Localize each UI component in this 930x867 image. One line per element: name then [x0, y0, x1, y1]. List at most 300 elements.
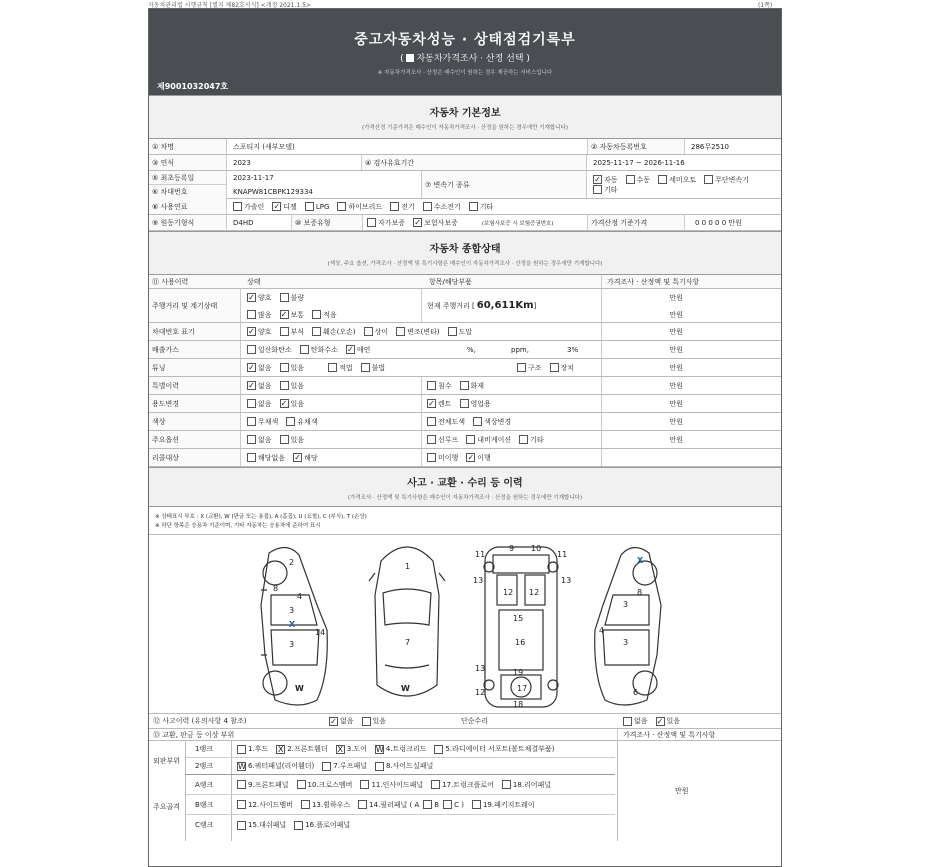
inspection-validity-label: ④ 검사유효기간 [361, 155, 587, 170]
color-achromatic[interactable] [243, 417, 278, 427]
fuel-electric-checkbox[interactable] [390, 202, 399, 211]
accident-yes-checkbox[interactable] [362, 717, 371, 726]
tuning-none[interactable] [243, 363, 272, 373]
option-yes-checkbox[interactable] [280, 435, 289, 444]
warranty-insurer[interactable] [409, 218, 458, 228]
option-yes[interactable] [276, 435, 305, 445]
mileage-opts-2 [243, 306, 341, 323]
tuning-none-label: 없음 [258, 363, 272, 372]
part-cross-member-checkbox[interactable] [297, 780, 306, 789]
emission-co-label: 일산화탄소 [258, 345, 292, 354]
accident-none-checkbox[interactable]: ✓ [330, 716, 337, 726]
part-num-12-a: 12 [503, 588, 514, 597]
part-roof-panel-checkbox[interactable] [322, 762, 331, 771]
vin-altered-checkbox[interactable] [396, 327, 405, 336]
base-price-label: 가격산정 기준가격 [587, 215, 685, 230]
car-name-label: ① 차명 [149, 139, 227, 154]
pillar-c-label: C ) [454, 800, 464, 809]
part-package-tray-label: 19.패키지트레이 [482, 800, 535, 809]
document-number: 제9001032047호 [157, 82, 229, 91]
special-flood-label: 침수 [438, 381, 452, 390]
tuning-illegal[interactable] [357, 363, 386, 373]
recall-row [149, 449, 781, 467]
rankA-items [233, 775, 555, 794]
vin-mismatch[interactable] [360, 327, 389, 337]
option-etc[interactable] [515, 435, 544, 445]
option-navigation-checkbox[interactable] [466, 435, 475, 444]
part-trunk-lid-label: 4.트렁크리드 [385, 745, 427, 753]
usage-rent-checkbox[interactable]: ✓ [428, 399, 435, 408]
recall-done-label: 이행 [477, 453, 491, 462]
tuning-structure[interactable] [513, 363, 542, 373]
vin-corrosion[interactable] [276, 327, 305, 337]
emission-hc-checkbox[interactable] [300, 345, 309, 354]
tuning-legal-checkbox[interactable] [328, 363, 337, 372]
color-change[interactable] [469, 417, 511, 427]
special-fire-label: 화재 [470, 381, 485, 390]
special-won: 만원 [669, 381, 683, 390]
fuel-gasoline-label: 가솔린 [244, 202, 265, 211]
rankB-items [233, 795, 539, 814]
part-roof-panel[interactable] [318, 761, 367, 771]
special-row [149, 377, 781, 395]
col-usage: ⑪ 사용이력 [152, 277, 189, 286]
vin-damaged-checkbox[interactable] [312, 327, 321, 336]
car-frame-view [484, 547, 558, 707]
special-none-checkbox[interactable]: ✓ [248, 381, 255, 390]
trans-manual-checkbox[interactable] [626, 175, 635, 184]
usage-business[interactable] [456, 399, 491, 409]
vin-mismatch-checkbox[interactable] [364, 327, 373, 336]
mileage-won-1: 만원 [669, 293, 683, 302]
accident-none[interactable] [325, 716, 354, 726]
fuel-diesel-checkbox[interactable]: ✓ [273, 202, 281, 211]
special-yes-label: 있음 [290, 381, 305, 390]
emission-unit-percent: %, [467, 345, 476, 354]
color-full-paint[interactable] [423, 417, 465, 427]
part-front-panel-label: 9.프론트패널 [248, 780, 289, 789]
part-hood-label: 1.후드 [248, 745, 269, 753]
emission-unit-smoke: 3% [567, 345, 579, 354]
tuning-options [243, 359, 389, 376]
part-front-fender-label: 2.프론트휀더 [287, 745, 328, 753]
warranty-self[interactable] [363, 218, 405, 228]
simple-yes-checkbox[interactable]: ✓ [656, 716, 664, 726]
part-trunk-floor[interactable] [427, 780, 494, 790]
part-rear-panel-checkbox[interactable] [502, 780, 511, 789]
part-dash-panel[interactable] [233, 820, 286, 830]
trans-etc[interactable] [589, 185, 618, 195]
mileage-bad-checkbox[interactable] [280, 293, 289, 302]
part-num-3-left-a: 3 [289, 606, 295, 615]
emission-row [149, 341, 781, 359]
part-package-tray-checkbox[interactable] [472, 800, 481, 809]
part-inside-panel[interactable] [356, 780, 423, 790]
color-won: 만원 [669, 417, 683, 426]
part-side-member-checkbox[interactable] [237, 800, 246, 809]
tuning-options-2 [513, 359, 578, 376]
special-yes-checkbox[interactable] [280, 381, 289, 390]
rankA-row [185, 775, 615, 795]
usage-none-checkbox[interactable] [247, 399, 256, 408]
vin-mark-row [149, 323, 781, 341]
engine-row [149, 215, 781, 231]
usage-business-checkbox[interactable] [460, 399, 469, 408]
emission-smoke-label: 매연 [356, 345, 371, 354]
part-package-tray[interactable] [468, 800, 535, 810]
trans-auto[interactable] [589, 175, 618, 185]
option-options [243, 431, 308, 448]
accident-history-label: ⑫ 사고이력 (유의사항 4 참조) [153, 717, 247, 725]
recall-label: 리콜대상 [149, 449, 241, 466]
color-change-checkbox[interactable] [473, 417, 482, 426]
mileage-normal-label: 보통 [290, 310, 305, 319]
part-door[interactable] [332, 744, 367, 754]
rank2-items [233, 758, 437, 774]
recall-yes-checkbox[interactable]: ✓ [294, 453, 301, 462]
engine-label: ⑨ 원동기형식 [149, 215, 227, 230]
mark-x-right: X [637, 556, 644, 565]
part-quarter-panel-checkbox[interactable]: W [238, 761, 246, 771]
special-label: 특별이력 [149, 377, 241, 394]
main-frame-label: 주요골격 [153, 803, 181, 811]
part-num-9: 9 [509, 544, 515, 553]
fuel-hydrogen[interactable] [419, 202, 461, 212]
accident-history-row [149, 713, 781, 729]
mileage-good[interactable] [243, 293, 272, 303]
tuning-structure-checkbox[interactable] [517, 363, 526, 372]
parts-price-header: 가격조사 · 산정액 및 특기사항 [623, 730, 716, 739]
fuel-hybrid-checkbox[interactable] [337, 202, 346, 211]
special-yes[interactable] [276, 381, 305, 391]
recall-none[interactable] [243, 453, 285, 463]
usage-none[interactable] [243, 399, 272, 409]
recall-options [243, 449, 322, 466]
option-sunroof-checkbox[interactable] [427, 435, 436, 444]
part-num-12-c: 12 [475, 688, 486, 697]
basic-info-title: 자동차 기본정보 [429, 108, 501, 119]
simple-none-checkbox[interactable] [623, 717, 632, 726]
tuning-illegal-checkbox[interactable] [361, 363, 370, 372]
transmission-label: ⑦ 변속기 종류 [421, 171, 587, 198]
parts-table [149, 741, 781, 841]
usage-won: 만원 [669, 399, 683, 408]
mileage-few[interactable] [308, 310, 337, 320]
fuel-electric[interactable] [386, 202, 415, 212]
option-row [149, 431, 781, 449]
trans-manual[interactable] [622, 175, 651, 185]
part-side-member-label: 12.사이드멤버 [248, 800, 293, 809]
fuel-etc-checkbox[interactable] [469, 202, 478, 211]
color-options [243, 413, 322, 430]
part-trunk-lid[interactable] [371, 744, 427, 754]
part-front-fender[interactable] [272, 744, 328, 754]
trans-semi[interactable] [654, 175, 696, 185]
trans-cvt-label: 무단변속기 [715, 175, 749, 184]
usage-business-label: 영업용 [470, 399, 491, 408]
recall-options-2 [423, 449, 495, 466]
usage-rent-label: 렌트 [438, 399, 452, 408]
part-num-3-left-b: 3 [289, 640, 295, 649]
emission-smoke[interactable] [342, 345, 371, 355]
part-cross-member[interactable] [293, 780, 353, 790]
vin-altered-label: 변조(변타) [407, 327, 440, 336]
mileage-label: 주행거리 및 계기상태 [149, 289, 241, 322]
part-num-3-right-b: 3 [623, 638, 629, 647]
tuning-yes-label: 있음 [290, 363, 305, 372]
usage-yes-checkbox[interactable]: ✓ [280, 399, 288, 408]
emission-label: 배출가스 [149, 341, 241, 358]
mileage-many-checkbox[interactable] [247, 310, 256, 319]
part-door-checkbox[interactable]: X [337, 744, 343, 754]
mark-w-front: W [401, 684, 410, 693]
tuning-illegal-label: 불법 [371, 363, 386, 372]
mileage-good-checkbox[interactable]: ✓ [248, 293, 255, 302]
color-row [149, 413, 781, 431]
part-floor-panel-checkbox[interactable] [294, 821, 303, 830]
recall-done[interactable] [462, 453, 491, 463]
mileage-bad[interactable] [276, 293, 305, 303]
fuel-etc[interactable] [465, 202, 494, 212]
emission-co-checkbox[interactable] [247, 345, 256, 354]
part-inside-panel-checkbox[interactable] [360, 780, 369, 789]
option-options-2 [423, 431, 548, 448]
special-fire-checkbox[interactable] [460, 381, 469, 390]
warranty-insurer-checkbox[interactable]: ✓ [414, 218, 421, 227]
accident-yes[interactable] [358, 716, 387, 726]
trans-cvt-checkbox[interactable] [704, 175, 713, 184]
fuel-gasoline-checkbox[interactable] [233, 202, 242, 211]
part-wheel-house[interactable] [297, 800, 350, 810]
tuning-device-checkbox[interactable] [550, 363, 559, 372]
fuel-diesel-label: 디젤 [283, 202, 297, 211]
part-cross-member-label: 10.크로스멤버 [307, 780, 353, 789]
part-num-11-b: 11 [557, 550, 568, 559]
vin-painted-checkbox[interactable] [448, 327, 457, 336]
tuning-legal[interactable] [324, 363, 353, 373]
part-rear-panel[interactable] [498, 780, 551, 790]
part-hood[interactable] [233, 744, 268, 754]
fuel-hybrid[interactable] [333, 202, 382, 212]
model-year-value: 2023 [233, 158, 251, 167]
rankC-label: C랭크 [195, 821, 214, 829]
special-none[interactable] [243, 381, 272, 391]
trans-auto-checkbox[interactable]: ✓ [594, 175, 601, 184]
part-trunk-floor-checkbox[interactable] [431, 780, 440, 789]
option-etc-label: 기타 [530, 435, 544, 444]
header-note: ※ 자동차가격조사 · 산정은 매수인이 원하는 경우 제공하는 서비스입니다 [377, 70, 553, 76]
fuel-label: ⑧ 사용연료 [149, 199, 227, 214]
vin-damaged[interactable] [308, 327, 356, 337]
recall-done-checkbox[interactable]: ✓ [467, 453, 475, 462]
simple-yes[interactable] [652, 716, 681, 726]
recall-yes-label: 해당 [304, 453, 318, 462]
part-num-1-front: 1 [405, 562, 411, 571]
part-rear-panel-label: 18.리어패널 [512, 780, 552, 789]
option-label: 주요옵션 [149, 431, 241, 448]
emission-hc[interactable] [296, 345, 338, 355]
pillar-b-checkbox[interactable] [443, 800, 452, 809]
fuel-lpg-checkbox[interactable] [305, 202, 314, 211]
vin-good-checkbox[interactable]: ✓ [248, 327, 255, 336]
fuel-diesel[interactable] [268, 202, 297, 212]
tuning-device[interactable] [546, 363, 575, 373]
color-chromatic-checkbox[interactable] [286, 417, 295, 426]
fuel-lpg[interactable] [301, 202, 330, 211]
part-num-16: 16 [515, 638, 526, 647]
part-num-17: 17 [517, 684, 528, 693]
vin-corrosion-label: 부식 [290, 327, 305, 336]
trans-etc-checkbox[interactable] [593, 185, 602, 194]
rank2-label: 2랭크 [195, 762, 213, 770]
special-fire[interactable] [456, 381, 485, 391]
vin-mismatch-label: 상이 [374, 327, 389, 336]
col-state: 상태 [247, 277, 261, 286]
option-etc-checkbox[interactable] [519, 435, 528, 444]
vin-good[interactable] [243, 327, 272, 337]
part-num-19: 19 [513, 668, 524, 677]
recall-yes[interactable] [289, 453, 318, 463]
trans-cvt[interactable] [700, 175, 749, 185]
option-navigation[interactable] [462, 435, 511, 445]
vin-good-label: 양호 [258, 327, 272, 336]
color-achromatic-checkbox[interactable] [247, 417, 256, 426]
recall-none-label: 해당없음 [258, 453, 286, 462]
price-survey-checkbox[interactable] [406, 54, 414, 62]
parts-label: ⑬ 교환, 판금 등 이상 부위 [153, 730, 235, 739]
base-price-value: 0 0 0 0 0 만원 [695, 218, 742, 227]
part-side-member[interactable] [233, 800, 293, 810]
accident-history-options [325, 714, 390, 728]
color-chromatic[interactable] [282, 417, 317, 427]
option-yes-label: 있음 [290, 435, 305, 444]
warranty-self-checkbox[interactable] [367, 218, 376, 227]
part-radiator-support-checkbox[interactable] [434, 745, 443, 754]
color-full-paint-checkbox[interactable] [427, 417, 436, 426]
part-trunk-lid-checkbox[interactable]: W [375, 744, 384, 754]
option-navigation-label: 내비게이션 [477, 435, 512, 444]
accident-legend [149, 507, 781, 535]
special-flood[interactable] [423, 381, 452, 391]
first-reg-label: ⑤ 최초등록일 [149, 171, 227, 185]
mileage-normal-checkbox[interactable]: ✓ [280, 310, 288, 319]
part-front-fender-checkbox[interactable]: X [277, 744, 284, 754]
part-num-4-right: 4 [599, 626, 605, 635]
car-diagrams-svg [149, 535, 782, 713]
mileage-few-checkbox[interactable] [312, 310, 321, 319]
tuning-none-checkbox[interactable]: ✓ [248, 363, 255, 372]
accident-desc: (가격조사 · 산정액 및 특기사항은 매수인이 자동차가격조사 · 산정을 원하는 경우에만 기재합니다) [347, 495, 583, 501]
rankA-label: A랭크 [195, 780, 214, 789]
legend-symbols: ※ 상태표시 부호 : X (교환), W (판금 또는 용접), A (흠집), U (요철), C (부식), T (손상) [155, 514, 367, 520]
basic-row-3-4 [149, 171, 781, 199]
engine-value: D4HD [233, 218, 254, 227]
mileage-normal[interactable] [276, 310, 305, 320]
tuning-won: 만원 [669, 363, 683, 372]
part-num-14-left: 14 [315, 628, 326, 637]
special-flood-checkbox[interactable] [427, 381, 436, 390]
legend-note: ※ 하단 항목은 승용차 기준이며, 기타 자동차는 승용차에 준하여 표시 [155, 523, 321, 529]
emission-co[interactable] [243, 345, 292, 355]
warranty-label: ⑩ 보증유형 [291, 215, 363, 230]
simple-none[interactable] [619, 716, 648, 726]
mileage-many[interactable] [243, 310, 272, 320]
transmission-options [589, 171, 782, 198]
accident-title: 사고 · 교환 · 수리 등 이력 [407, 478, 523, 489]
emission-hc-label: 탄화수소 [310, 345, 338, 354]
status-title: 자동차 종합상태 [429, 244, 501, 255]
part-dash-panel-checkbox[interactable] [237, 821, 246, 830]
pillar-a-checkbox[interactable] [423, 800, 432, 809]
fuel-row [149, 199, 781, 215]
fuel-hydrogen-checkbox[interactable] [423, 202, 432, 211]
vin-corrosion-checkbox[interactable] [280, 327, 289, 336]
usage-yes[interactable] [276, 399, 305, 409]
part-floor-panel[interactable] [290, 820, 350, 830]
part-front-panel[interactable] [233, 780, 289, 790]
vin-mark-options [243, 323, 476, 340]
part-pillar-panel[interactable] [354, 800, 464, 810]
mark-x-left: X [289, 620, 296, 629]
option-won: 만원 [669, 435, 683, 444]
vin-damaged-label: 훼손(오손) [323, 327, 356, 336]
recall-not-done-checkbox[interactable] [427, 453, 436, 462]
usage-rent[interactable] [423, 399, 452, 409]
mileage-good-label: 양호 [258, 293, 272, 302]
part-door-label: 3.도어 [346, 745, 367, 753]
rankC-items [233, 815, 354, 835]
tuning-yes[interactable] [276, 363, 305, 373]
mileage-bad-label: 불량 [290, 293, 305, 302]
option-sunroof[interactable] [423, 435, 458, 445]
part-num-11-a: 11 [475, 550, 486, 559]
mileage-value: 60,611Km [476, 300, 534, 311]
part-trunk-floor-label: 17.트렁크플로어 [442, 780, 494, 789]
pillar-b-label: B [434, 800, 440, 809]
part-side-sill[interactable] [371, 761, 433, 771]
trans-semi-checkbox[interactable] [658, 175, 667, 184]
part-radiator-support[interactable] [430, 744, 554, 754]
part-quarter-panel[interactable] [233, 761, 314, 771]
option-none[interactable] [243, 435, 272, 445]
trans-etc-label: 기타 [604, 185, 618, 194]
model-year-label: ③ 연식 [149, 155, 227, 170]
option-none-checkbox[interactable] [247, 435, 256, 444]
part-hood-checkbox[interactable] [237, 745, 246, 754]
reg-number-label: ② 자동차등록번호 [587, 139, 685, 154]
vin-altered[interactable] [392, 327, 440, 337]
part-wheel-house-checkbox[interactable] [301, 800, 310, 809]
part-side-sill-checkbox[interactable] [375, 762, 384, 771]
tuning-yes-checkbox[interactable] [280, 363, 289, 372]
part-num-18: 18 [513, 700, 524, 709]
accident-none-label: 없음 [340, 717, 354, 725]
status-desc: (색상, 주요 옵션, 가격조사 · 산정액 및 특기사항은 매수인이 자동차가격조사 · 산정을 원하는 경우에만 기재합니다) [327, 261, 603, 267]
mileage-few-label: 적음 [323, 310, 337, 319]
part-front-panel-checkbox[interactable] [237, 780, 246, 789]
recall-not-done[interactable] [423, 453, 458, 463]
color-full-paint-label: 전체도색 [438, 417, 466, 426]
recall-none-checkbox[interactable] [247, 453, 256, 462]
part-pillar-panel-checkbox[interactable] [358, 800, 367, 809]
emission-smoke-checkbox[interactable]: ✓ [347, 345, 354, 354]
mileage-many-label: 많음 [258, 310, 272, 319]
fuel-gasoline[interactable] [229, 202, 264, 212]
price-survey-option[interactable]: ( 자동차가격조사 · 산정 선택 ) [400, 54, 530, 64]
part-num-8-left: 8 [273, 584, 279, 593]
first-reg-value: 2023-11-17 [233, 174, 274, 182]
vin-painted[interactable] [444, 327, 473, 337]
